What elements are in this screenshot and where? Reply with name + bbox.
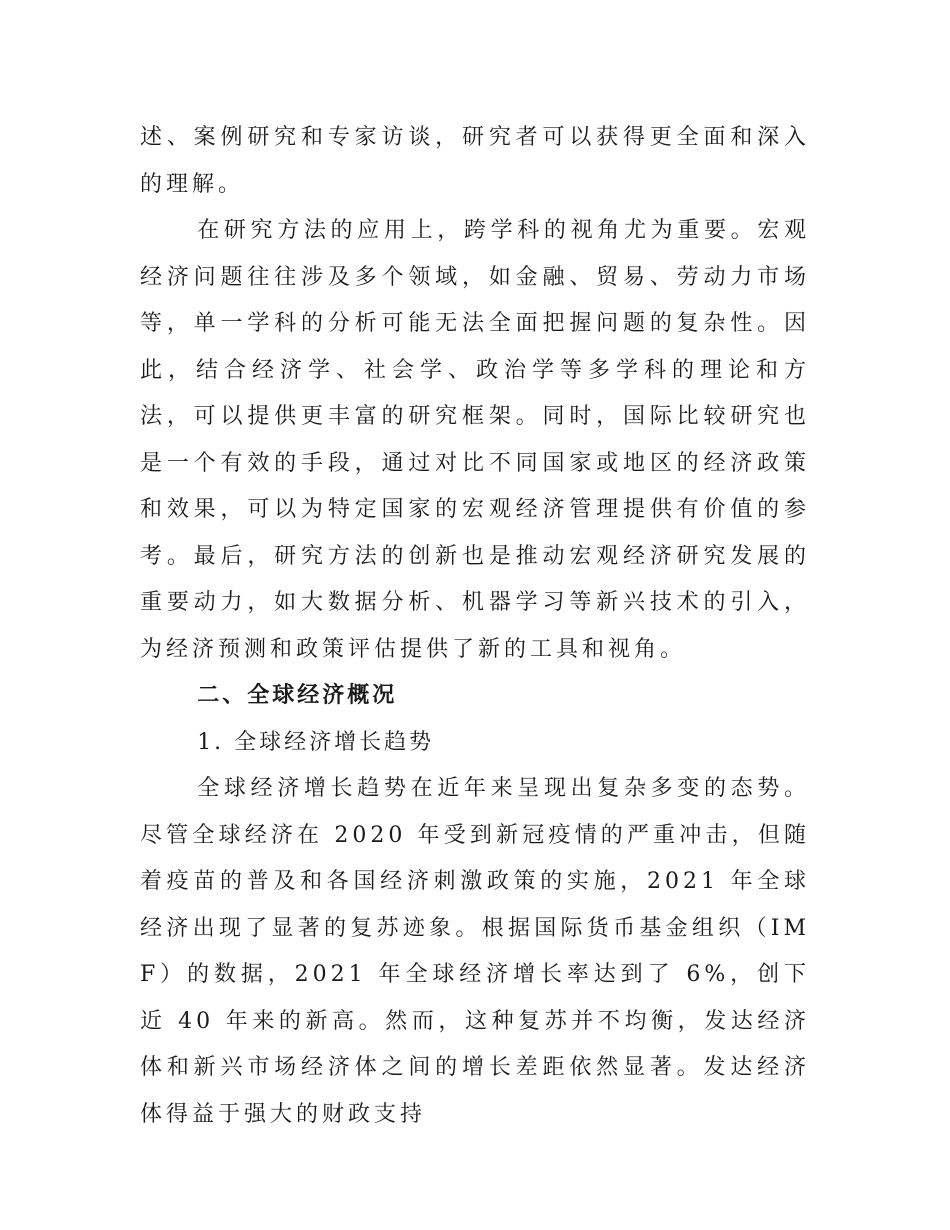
section-heading-global-economy: 二、全球经济概况 — [197, 683, 398, 708]
subsection-heading-growth-trend: 1. 全球经济增长趋势 — [197, 729, 435, 755]
paragraph-research-methods: 在研究方法的应用上，跨学科的视角尤为重要。宏观经济问题往往涉及多个领域，如金融、贸易、劳动力市场等，单一学科的分析可能无法全面把握问题的复杂性。因此，结合经济学、社会学、政治学等多学科的理论和方法，可以提供更丰富的研究框架。同时，国际比较研究也是一个有效的手段，通过对比不同国家或地区的经济政策和效果，可以为特定国家的宏观经济管理提供有价值的参考。最后，研究方法的创新也是推动宏观经济研究发展的重要动力，如大数据分析、机器学习等新兴技术的引入，为经济预测和政策评估提供了新的工具和视角。 — [140, 218, 810, 662]
paragraph-continuation: 述、案例研究和专家访谈，研究者可以获得更全面和深入的理解。 — [140, 125, 810, 197]
paragraph-growth-trend: 全球经济增长趋势在近年来呈现出复杂多变的态势。尽管全球经济在 2020 年受到新冠疫情的严重冲击，但随着疫苗的普及和各国经济刺激政策的实施，2021 年全球经济出现了显著的复苏迹象。根据国际货币基金组织（IMF）的数据，2021 年全球经济增长率达到了 6%，创下近 40 年来的新高。然而，这种复苏并不均衡，发达经济体和新兴市场经济体之间的增长差距依然显著。发达经济体得益于强大的财政支持 — [140, 776, 810, 1127]
document-body — [140, 115, 810, 1138]
